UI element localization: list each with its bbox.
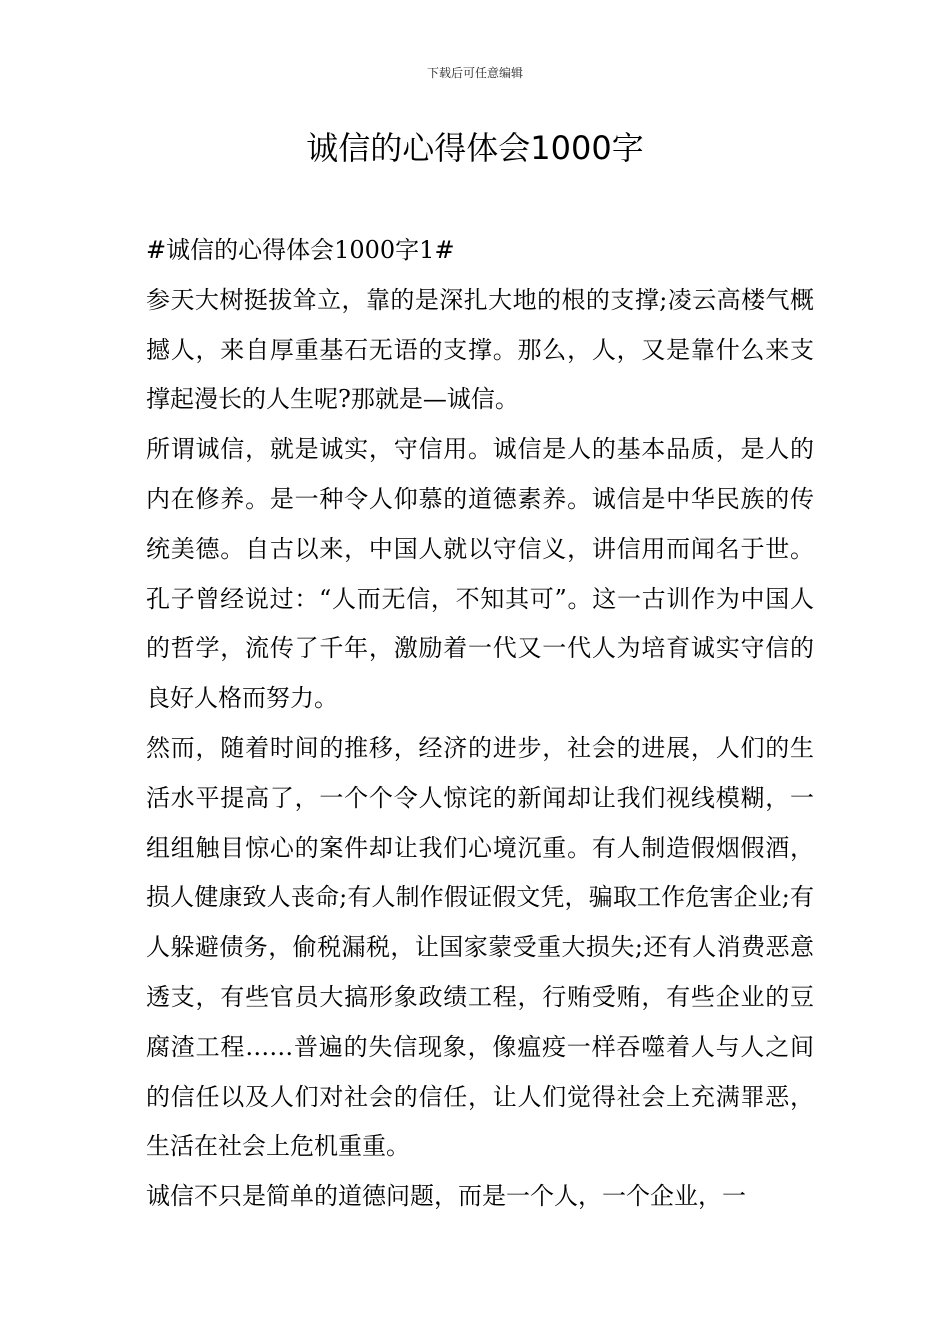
document-title: 诚信的心得体会1000字 (306, 129, 644, 167)
section-heading: #诚信的心得体会1000字1# (146, 236, 455, 264)
paragraph-3: 然而，随着时间的推移，经济的进步，社会的进展，人们的生活水平提高了，一个个令人惊诧的新闻却让我们视线模糊，一组组触目惊心的案件却让我们心境沉重。有人制造假烟假酒，损人健康致人丧命;有人制作假证假文凭，骗取工作危害企业;有人躲避债务，偷税漏税，让国家蒙受重大损失;还有人消费恶意透支，有些官员大搞形象政绩工程，行贿受贿，有些企业的豆腐渣工程……普遍的失信现象，像瘟疫一样吞噬着人与人之间的信任以及人们对社会的信任，让人们觉得社会上充满罪恶，生活在社会上危机重重。 (146, 733, 814, 1161)
header-note: 下载后可任意编辑 (426, 66, 523, 80)
paragraph-4: 诚信不只是简单的道德问题，而是一个人，一个企业，一 (146, 1182, 746, 1211)
paragraph-2: 所谓诚信，就是诚实，守信用。诚信是人的基本品质，是人的内在修养。是一种令人仰慕的道德素养。诚信是中华民族的传统美德。自古以来，中国人就以守信义，讲信用而闻名于世。孔子曾经说过：“人而无信，不知其可”。这一古训作为中国人的哲学，流传了千年，激励着一代又一代人为培育诚实守信的良好人格而努力。 (146, 435, 814, 713)
document-body (146, 226, 814, 1222)
paragraph-1: 参天大树挺拔耸立，靠的是深扎大地的根的支撑;凌云高楼气概撼人，来自厚重基石无语的支撑。那么，人，又是靠什么来支撑起漫长的人生呢?那就是—诚信。 (146, 285, 814, 414)
